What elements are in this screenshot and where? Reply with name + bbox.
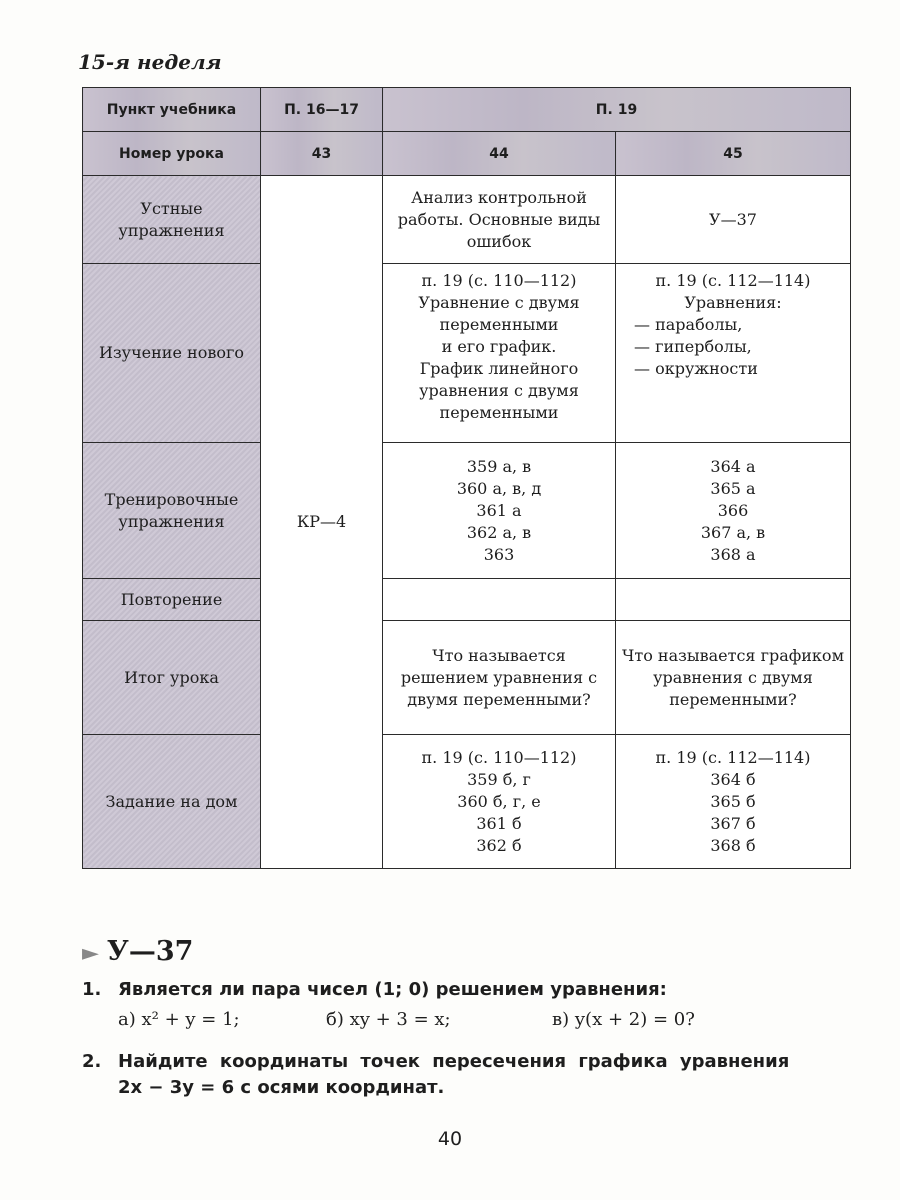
text-line: — параболы, <box>634 315 743 334</box>
text-line: 365 б <box>710 791 756 811</box>
header-section-16-17: П. 16—17 <box>261 88 383 132</box>
text-line: 368 б <box>710 835 756 855</box>
training-exercises-45 <box>616 443 851 579</box>
header-lesson-43: 43 <box>261 132 383 176</box>
text-line: 364 а <box>710 456 756 476</box>
row-label-new-material: Изучение нового <box>83 264 261 443</box>
option-b: б) xy + 3 = x; <box>326 1009 451 1030</box>
oral-exercises-44: Анализ контрольной работы. Основные виды ошибок <box>383 176 616 264</box>
row-label-homework: Задание на дом <box>83 735 261 869</box>
text-line: переменными <box>439 315 559 334</box>
header-lesson-number-label: Номер урока <box>83 132 261 176</box>
text-line: Уравнение с двумя <box>418 293 580 312</box>
task-1 <box>82 978 667 1002</box>
review-44 <box>383 579 616 621</box>
text-line: 366 <box>717 500 749 520</box>
header-lesson-45: 45 <box>616 132 851 176</box>
text-line: п. 19 (с. 112—114) <box>655 271 811 290</box>
option-c: в) y(x + 2) = 0? <box>552 1009 695 1030</box>
homework-45 <box>616 735 851 869</box>
row-label-review: Повторение <box>83 579 261 621</box>
task-2-continued <box>118 1076 444 1100</box>
oral-exercises-45: У—37 <box>616 176 851 264</box>
text-line: 361 а <box>476 500 522 520</box>
text-line: 361 б <box>476 813 522 833</box>
task-1-text: Является ли пара чисел (1; 0) решением уравнения: <box>118 979 667 1000</box>
week-title: 15-я неделя <box>78 50 222 74</box>
new-material-45 <box>616 264 851 443</box>
text-line: 363 <box>483 544 515 564</box>
text-line: График линейного <box>419 359 579 378</box>
training-exercises-44 <box>383 443 616 579</box>
text-line: 360 б, г, е <box>457 791 541 811</box>
row-label-training-exercises: Тренировочные упражнения <box>83 443 261 579</box>
page-number: 40 <box>437 1128 463 1150</box>
text-line: п. 19 (с. 112—114) <box>655 747 811 767</box>
text-line: 360 а, в, д <box>456 478 542 498</box>
text-line: п. 19 (с. 110—112) <box>421 271 577 290</box>
text-line: 362 б <box>476 835 522 855</box>
row-label-oral-exercises: Устные упражнения <box>83 176 261 264</box>
text-line: 368 а <box>710 544 756 564</box>
task-2 <box>82 1050 852 1074</box>
text-line: переменными <box>439 403 559 422</box>
header-section-19: П. 19 <box>383 88 851 132</box>
review-45 <box>616 579 851 621</box>
task-2-line1: Найдите координаты точек пересечения графика уравнения <box>118 1051 790 1072</box>
text-line: 365 а <box>710 478 756 498</box>
text-line: 362 а, в <box>466 522 532 542</box>
lesson-plan-table <box>82 87 851 869</box>
text-line: п. 19 (с. 110—112) <box>421 747 577 767</box>
lesson-summary-44: Что называется решением уравнения с двумя переменными? <box>383 621 616 735</box>
text-line: — окружности <box>634 359 758 378</box>
text-line: 359 б, г <box>467 769 531 789</box>
row-label-lesson-summary: Итог урока <box>83 621 261 735</box>
header-textbook-section-label: Пункт учебника <box>83 88 261 132</box>
text-line: 359 а, в <box>466 456 532 476</box>
task-2-number: 2. <box>82 1051 102 1072</box>
triangle-arrow-icon: ► <box>82 940 99 966</box>
section-title: У—37 <box>106 936 194 967</box>
text-line: 364 б <box>710 769 756 789</box>
task-1-number: 1. <box>82 979 102 1000</box>
lesson-summary-45: Что называется графиком уравнения с двумя переменными? <box>616 621 851 735</box>
text-line: 367 а, в <box>700 522 766 542</box>
task-2-line2: 2x − 3y = 6 с осями координат. <box>118 1077 445 1098</box>
text-line: 367 б <box>710 813 756 833</box>
header-lesson-44: 44 <box>383 132 616 176</box>
text-line: уравнения с двумя <box>419 381 579 400</box>
test-kr4-cell: КР—4 <box>261 176 383 869</box>
homework-44 <box>383 735 616 869</box>
option-a: а) x² + y = 1; <box>118 1009 240 1030</box>
text-line: и его график. <box>441 337 557 356</box>
new-material-44 <box>383 264 616 443</box>
text-line: — гиперболы, <box>634 337 752 356</box>
section-heading <box>82 936 193 967</box>
text-line: Уравнения: <box>684 293 782 312</box>
